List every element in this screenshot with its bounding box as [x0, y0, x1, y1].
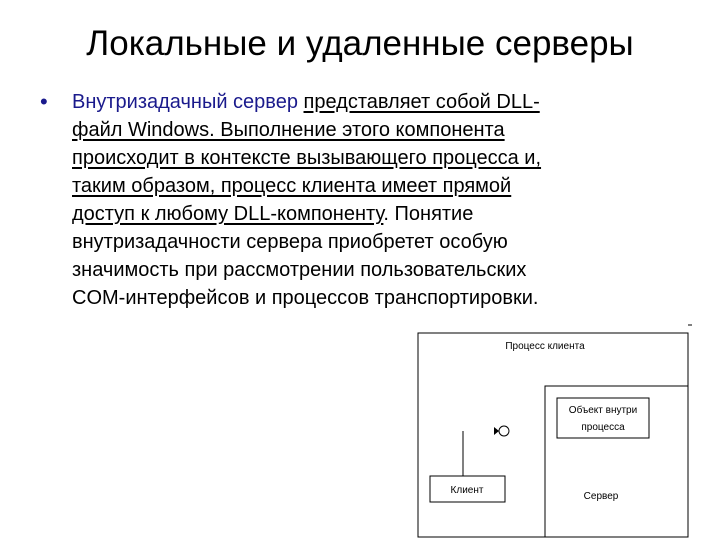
text-segment-underlined: таким образом, процесс клиента имеет прямой — [72, 175, 512, 197]
slide-title: Локальные и удаленные серверы — [86, 24, 634, 63]
text-segment-plain: Внутризадачный сервер — [72, 91, 304, 113]
client-process-label: Процесс клиента — [505, 341, 585, 352]
interface-arrow-icon — [494, 427, 499, 435]
text-segment-underlined: происходит в контексте вызывающего процесса и, — [72, 147, 542, 169]
client-label: Клиент — [450, 485, 484, 496]
bullet-marker: • — [40, 89, 48, 114]
server-label: Сервер — [583, 491, 619, 502]
in-process-object-label-1: Объект внутри — [568, 405, 638, 416]
text-segment-plain: внутризадачности сервера приобретет особую — [72, 231, 508, 253]
text-segment-underlined: представляет собой DLL- — [303, 91, 540, 113]
text-segment-underlined: файл Windows. Выполнение этого компонента — [72, 119, 505, 141]
text-segment-plain: COM-интерфейсов и процессов транспортировки. — [72, 287, 539, 309]
text-segment-plain: значимость при рассмотрении пользовательских — [72, 259, 527, 281]
text-segment-plain: . Понятие — [383, 203, 474, 225]
in-process-object-label-2: процесса — [581, 422, 625, 433]
text-segment-underlined: доступ к любому DLL-компоненту — [72, 203, 384, 225]
interface-lollipop-icon — [499, 426, 509, 436]
